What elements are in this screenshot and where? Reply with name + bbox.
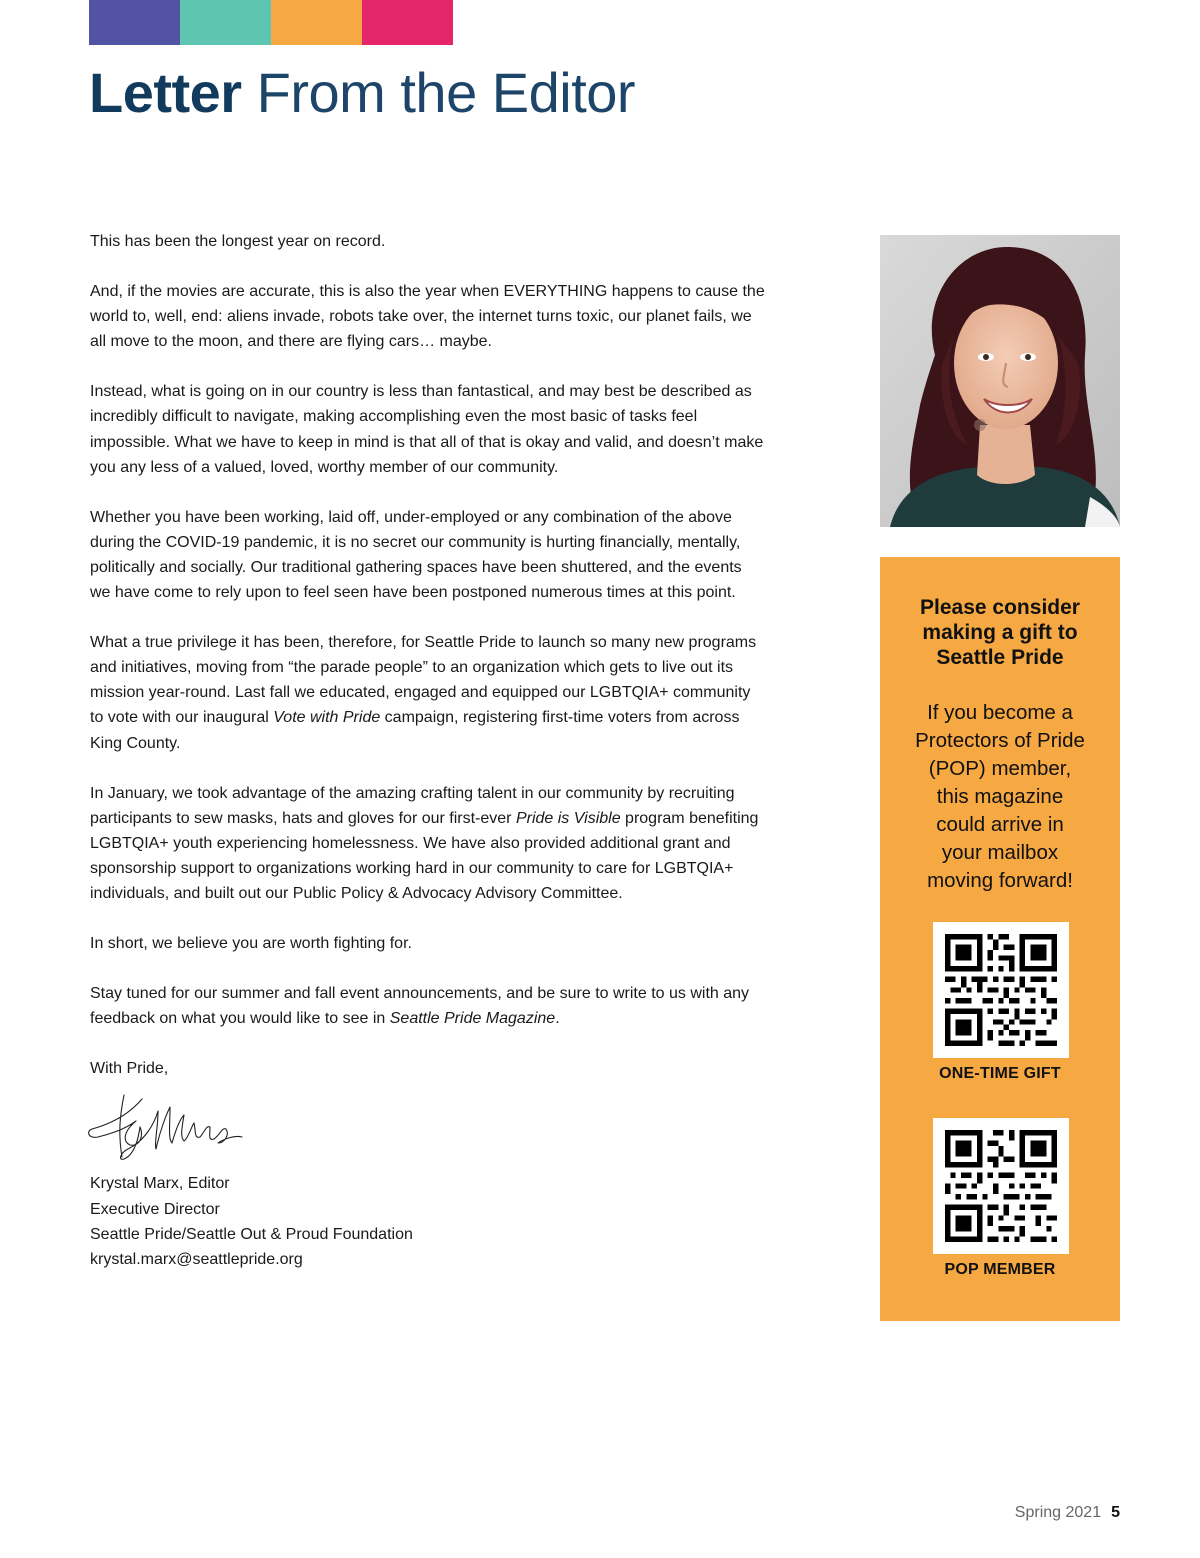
p8-magazine-name: Seattle Pride Magazine bbox=[389, 1010, 556, 1028]
letter-paragraph-2: And, if the movies are accurate, this is also the year when EVERYTHING happens to cause the world to, well, end: aliens invade, robots take over, the internet turns toxic, our planet fails, we all move to the moon, and there are flying cars… maybe. bbox=[90, 283, 765, 351]
donation-body-line-7: moving forward! bbox=[927, 869, 1073, 892]
signer-email: krystal.marx@seattlepride.org bbox=[90, 1250, 303, 1268]
p6-program-name: Pride is Visible bbox=[515, 809, 621, 827]
donation-heading-line-2: making a gift to bbox=[922, 621, 1078, 644]
donation-body-line-5: could arrive in bbox=[936, 813, 1064, 836]
pop-member-label: POP MEMBER bbox=[944, 1261, 1056, 1278]
color-bar-teal bbox=[180, 0, 271, 45]
letter-paragraph-4: Whether you have been working, laid off, under-employed or any combination of the above during the COVID-19 pandemic, it is no secret our community is hurting financially, mentally, politically and socially. Our traditional gathering spaces have been shuttered, and the events we have come to rely upon to feel seen have been postponed numerous times at this point. bbox=[90, 508, 742, 602]
signer-name: Krystal Marx, Editor bbox=[90, 1175, 230, 1193]
signer-title: Executive Director bbox=[90, 1200, 220, 1218]
pop-member-qr-code[interactable] bbox=[933, 1118, 1069, 1254]
donation-body bbox=[894, 699, 1106, 895]
donation-body-line-2: Protectors of Pride bbox=[915, 729, 1085, 752]
color-bar-orange bbox=[271, 0, 362, 45]
donation-heading bbox=[880, 595, 1120, 670]
letter-paragraph-1: This has been the longest year on record. bbox=[90, 233, 386, 250]
letter-closing: With Pride, bbox=[90, 1060, 169, 1078]
p5-text-b: campaign, registering first-time voters from across King County. bbox=[90, 709, 740, 752]
donation-heading-line-1: Please consider bbox=[920, 596, 1080, 619]
color-bar-purple bbox=[89, 0, 180, 45]
title-bold: Letter bbox=[89, 61, 242, 124]
donation-body-line-4: this magazine bbox=[936, 785, 1064, 808]
p5-campaign-name: Vote with Pride bbox=[273, 709, 381, 727]
page-title bbox=[89, 58, 635, 128]
editor-photo bbox=[880, 235, 1120, 527]
p8-text-a: Stay tuned for our summer and fall event announcements, and be sure to write to us with any feedback on what you would like to see in bbox=[90, 985, 750, 1028]
p5-text-a: What a true privilege it has been, therefore, for Seattle Pride to launch so many new programs and initiatives, moving from “the parade people” to an organization which gets to live out its mission year-round. Last fall we educated, engaged and equipped our LGBTQIA+ community to vote with our inaugural bbox=[90, 634, 757, 727]
signature-image bbox=[84, 1085, 254, 1165]
p8-text-b: . bbox=[555, 1010, 560, 1028]
page-footer bbox=[1015, 1503, 1120, 1523]
donation-body-line-3: (POP) member, bbox=[928, 757, 1072, 780]
donation-callout bbox=[880, 557, 1120, 1321]
color-bars bbox=[89, 0, 453, 45]
letter-body bbox=[90, 229, 766, 1272]
donation-body-line-1: If you become a bbox=[927, 701, 1073, 724]
page-number: 5 bbox=[1111, 1504, 1120, 1521]
one-time-gift-qr-code[interactable] bbox=[933, 922, 1069, 1058]
title-light: From the Editor bbox=[256, 61, 636, 124]
letter-paragraph-7: In short, we believe you are worth fighting for. bbox=[90, 935, 412, 953]
letter-paragraph-3: Instead, what is going on in our country is less than fantastical, and may best be described as incredibly difficult to navigate, making accomplishing even the most basic of tasks feel impossible. What we have to keep in mind is that all of that is okay and valid, and doesn’t make you any less of a valued, loved, worthy member of our community. bbox=[90, 383, 764, 476]
color-bar-pink bbox=[362, 0, 453, 45]
issue-season: Spring 2021 bbox=[1014, 1504, 1102, 1521]
p6-text-a: In January, we took advantage of the amazing crafting talent in our community by recruiting participants to sew masks, hats and gloves for our first-ever bbox=[90, 784, 735, 827]
letter-paragraph-8 bbox=[90, 981, 766, 1031]
p6-text-b: program benefiting LGBTQIA+ youth experiencing homelessness. We have also provided additional grant and sponsorship support to organizations working hard in our community to care for LGBTQIA+ individuals, and built out our Public Policy & Advocacy Advisory Committee. bbox=[90, 809, 759, 902]
letter-paragraph-5 bbox=[90, 630, 766, 755]
donation-heading-line-3: Seattle Pride bbox=[936, 646, 1064, 669]
letter-paragraph-6 bbox=[90, 781, 766, 906]
signer-organization: Seattle Pride/Seattle Out & Proud Foundation bbox=[90, 1225, 413, 1243]
donation-body-line-6: your mailbox bbox=[941, 841, 1059, 864]
one-time-gift-label: ONE-TIME GIFT bbox=[939, 1065, 1061, 1082]
